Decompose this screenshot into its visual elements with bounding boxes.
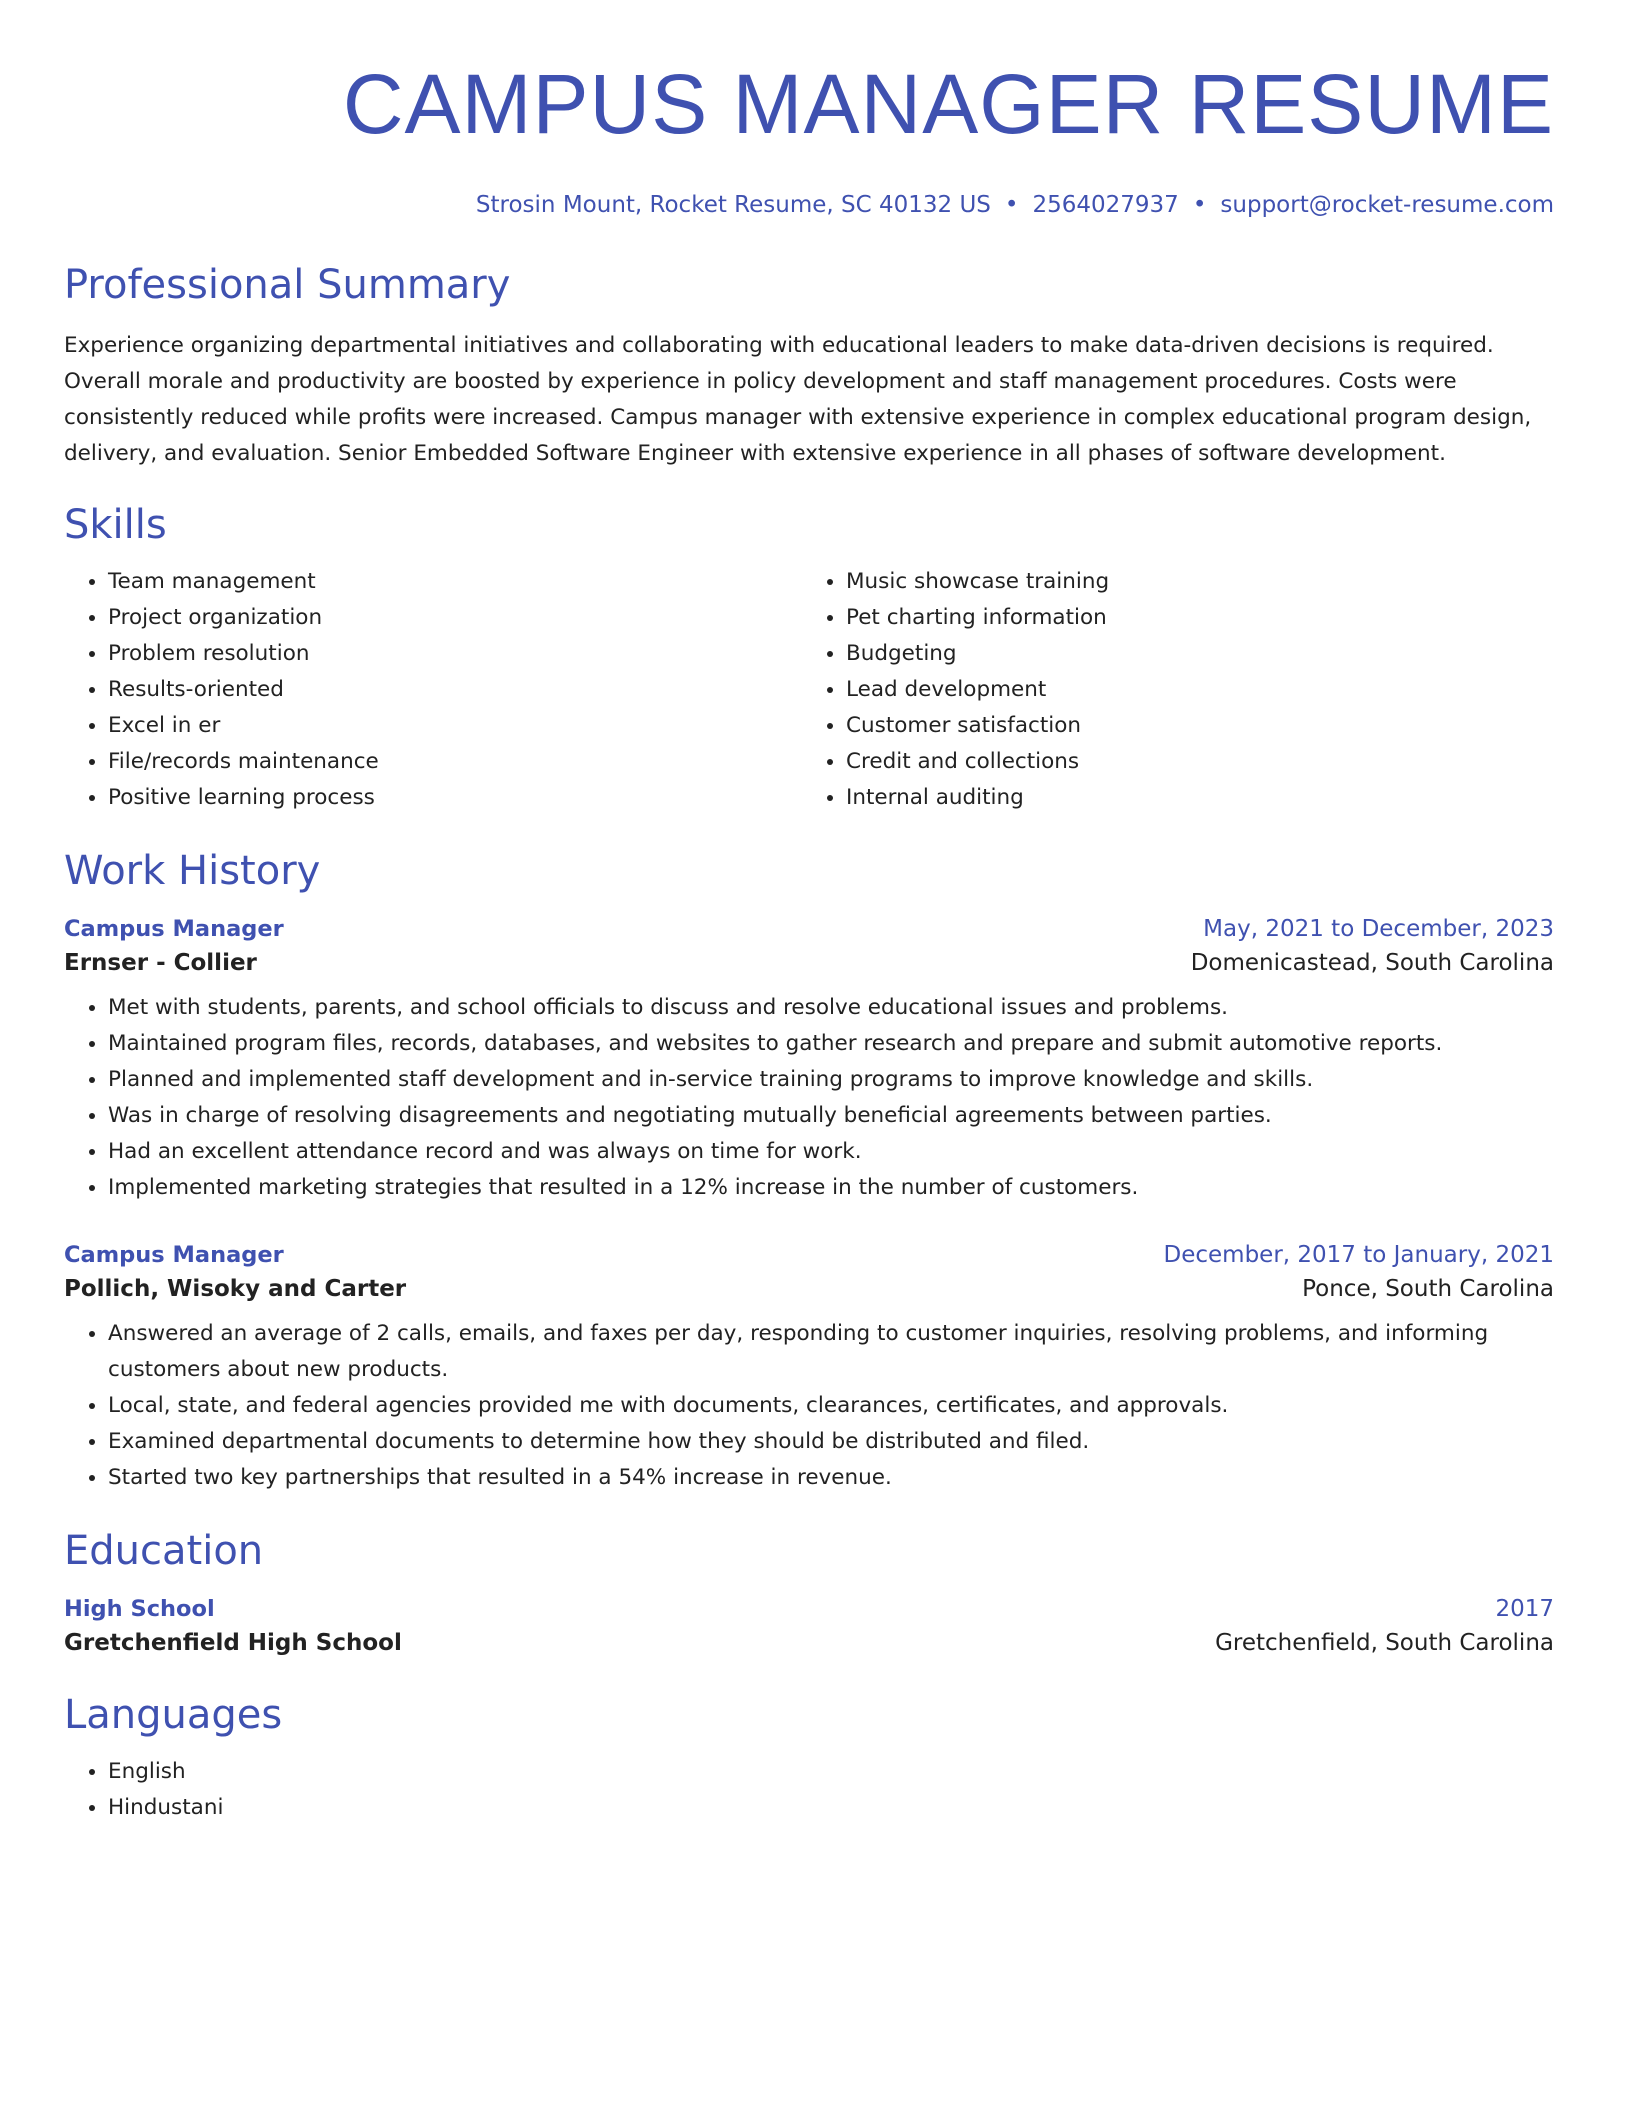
language-item: • Hindustani bbox=[108, 1790, 1554, 1826]
summary-heading: Professional Summary bbox=[64, 262, 511, 308]
job-duty: • Met with students, parents, and school officials to discuss and resolve educational issues and problems. bbox=[108, 990, 1554, 1026]
skill-item: • Excel in er bbox=[108, 708, 802, 744]
job-duty: • Local, state, and federal agencies provided me with documents, clearances, certificates, and approvals. bbox=[108, 1388, 1554, 1424]
job-duty: • Had an excellent attendance record and was always on time for work. bbox=[108, 1134, 1554, 1170]
skill-item: • Project organization bbox=[108, 600, 802, 636]
job-subheader bbox=[64, 950, 1554, 976]
job-subheader bbox=[64, 1276, 1554, 1302]
job-title: Campus Manager bbox=[64, 916, 284, 942]
job-duty: • Examined departmental documents to determine how they should be distributed and filed. bbox=[108, 1424, 1554, 1460]
education-location: Gretchenfield, South Carolina bbox=[1215, 1630, 1554, 1656]
job-location: Domenicastead, South Carolina bbox=[1190, 950, 1554, 976]
skills-column-left bbox=[64, 564, 802, 816]
skill-item: • Music showcase training bbox=[846, 564, 1540, 600]
job-dates: December, 2017 to January, 2021 bbox=[1163, 1242, 1554, 1268]
job-company: Pollich, Wisoky and Carter bbox=[64, 1276, 407, 1302]
education-school: Gretchenfield High School bbox=[64, 1630, 402, 1656]
resume-header bbox=[64, 57, 1554, 220]
job-duty: • Planned and implemented staff development and in-service training programs to improve knowledge and skills. bbox=[108, 1062, 1554, 1098]
skill-item: • Positive learning process bbox=[108, 780, 802, 816]
job-duties bbox=[64, 1316, 1554, 1496]
skill-item: • Customer satisfaction bbox=[846, 708, 1540, 744]
skill-item: • Internal auditing bbox=[846, 780, 1540, 816]
language-item: • English bbox=[108, 1754, 1554, 1790]
skill-item: • Problem resolution bbox=[108, 636, 802, 672]
education-heading: Education bbox=[64, 1528, 264, 1574]
job-duty: • Started two key partnerships that resulted in a 54% increase in revenue. bbox=[108, 1460, 1554, 1496]
job-duty: • Maintained program files, records, databases, and websites to gather research and prepare and submit automotive reports. bbox=[108, 1026, 1554, 1062]
job-title: Campus Manager bbox=[64, 1242, 284, 1268]
resume-title: CAMPUS MANAGER RESUME bbox=[342, 57, 1554, 151]
languages-list bbox=[64, 1754, 1554, 1826]
contact-separator: • bbox=[1192, 192, 1207, 218]
job-entry bbox=[64, 1242, 1554, 1496]
skills-column-right bbox=[802, 564, 1540, 816]
job-duty: • Implemented marketing strategies that resulted in a 12% increase in the number of customers. bbox=[108, 1170, 1554, 1206]
skill-item: • Lead development bbox=[846, 672, 1540, 708]
contact-phone: 2564027937 bbox=[1032, 192, 1179, 218]
skill-item: • Results-oriented bbox=[108, 672, 802, 708]
job-location: Ponce, South Carolina bbox=[1302, 1276, 1554, 1302]
job-dates: May, 2021 to December, 2023 bbox=[1203, 916, 1554, 942]
education-subheader bbox=[64, 1630, 1554, 1656]
job-duty: • Was in charge of resolving disagreements and negotiating mutually beneficial agreements between parties. bbox=[108, 1098, 1554, 1134]
skill-item: • Pet charting information bbox=[846, 600, 1540, 636]
skill-item: • Credit and collections bbox=[846, 744, 1540, 780]
job-header bbox=[64, 916, 1554, 942]
contact-address: Strosin Mount, Rocket Resume, SC 40132 US bbox=[475, 192, 991, 218]
education-degree: High School bbox=[64, 1596, 215, 1622]
job-entry bbox=[64, 916, 1554, 1206]
work-history-heading: Work History bbox=[64, 848, 321, 894]
contact-separator: • bbox=[1004, 192, 1019, 218]
summary-text: Experience organizing departmental initiatives and collaborating with educational leaders to make data-driven decisions is required. Overall morale and productivity are boosted by experience in policy development and staff management procedures. Costs were consistently reduced while profits were increased. Campus manager with extensive experience in complex educational program design, delivery, and evaluation. Senior Embedded Software Engineer with extensive experience in all phases of software development. bbox=[64, 333, 1532, 466]
education-year: 2017 bbox=[1495, 1596, 1554, 1622]
job-company: Ernser - Collier bbox=[64, 950, 257, 976]
skill-item: • Team management bbox=[108, 564, 802, 600]
job-header bbox=[64, 1242, 1554, 1268]
skill-item: • File/records maintenance bbox=[108, 744, 802, 780]
languages-heading: Languages bbox=[64, 1692, 283, 1738]
skills-heading: Skills bbox=[64, 502, 167, 548]
job-duty: • Answered an average of 2 calls, emails, and faxes per day, responding to customer inquiries, resolving problems, and informing customers about new products. bbox=[108, 1316, 1554, 1388]
contact-email: support@rocket-resume.com bbox=[1220, 192, 1554, 218]
contact-line bbox=[64, 190, 1554, 220]
skills-list bbox=[64, 564, 1554, 816]
job-duties bbox=[64, 990, 1554, 1206]
skill-item: • Budgeting bbox=[846, 636, 1540, 672]
education-header bbox=[64, 1596, 1554, 1622]
